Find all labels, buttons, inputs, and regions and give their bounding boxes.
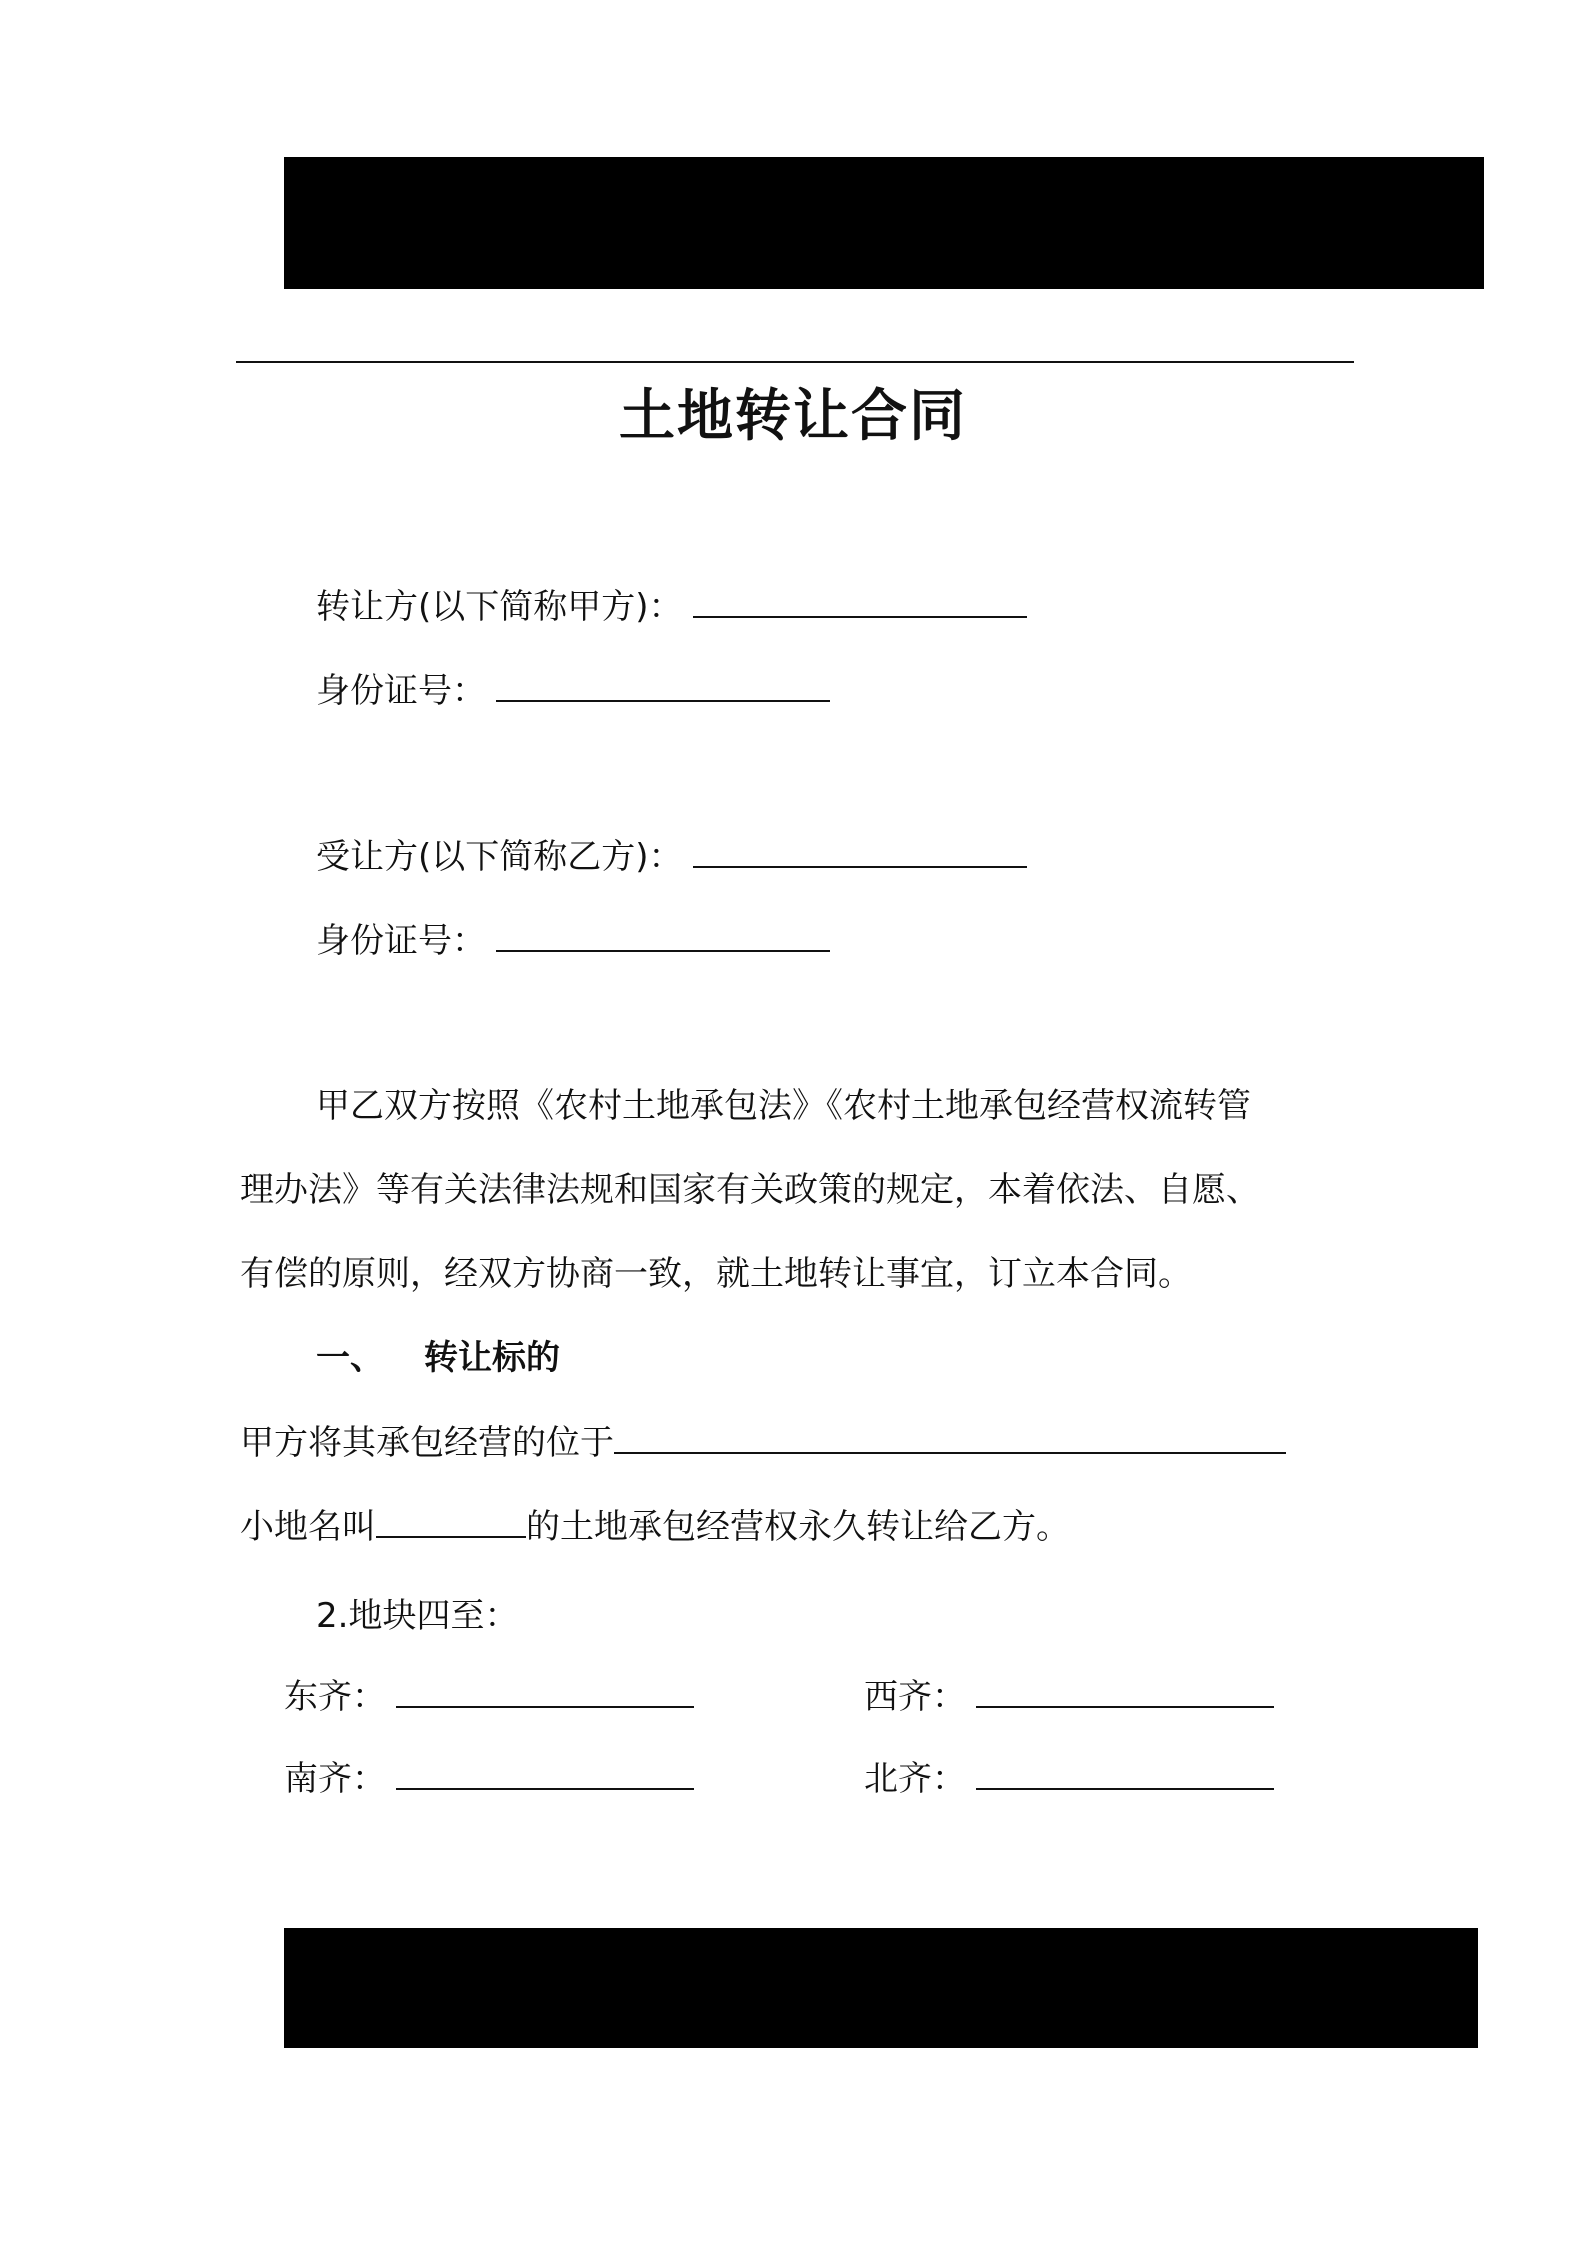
north-boundary-row [864,1756,1274,1801]
header-rule [236,361,1354,363]
place-name-label: 小地名叫 [240,1507,376,1547]
transferee-row [316,834,1027,879]
transferor-name-field[interactable] [693,584,1027,618]
north-boundary-field[interactable] [976,1756,1274,1790]
east-boundary-field[interactable] [396,1674,694,1708]
east-boundary-label: 东齐： [284,1677,386,1717]
transferee-id-row [316,918,830,963]
redaction-bar-top [284,157,1484,289]
redaction-bar-bottom [284,1928,1478,2048]
transferee-label: 受让方(以下简称乙方)： [316,837,683,877]
section-1-title: 转让标的 [424,1338,560,1378]
place-name-field[interactable] [376,1504,526,1538]
south-boundary-row [284,1756,694,1801]
transferee-id-label: 身份证号： [316,921,486,961]
south-boundary-label: 南齐： [284,1759,386,1799]
west-boundary-row [864,1674,1274,1719]
location-row [240,1420,1286,1465]
place-name-row [240,1504,1070,1549]
east-boundary-row [284,1674,694,1719]
transferor-id-field[interactable] [496,668,830,702]
transferee-id-field[interactable] [496,918,830,952]
transferor-row [316,584,1027,629]
section-1-heading [316,1336,560,1380]
south-boundary-field[interactable] [396,1756,694,1790]
north-boundary-label: 北齐： [864,1759,966,1799]
boundaries-heading: 2.地块四至： [316,1596,519,1636]
west-boundary-field[interactable] [976,1674,1274,1708]
transferor-id-row [316,668,830,713]
transferor-id-label: 身份证号： [316,671,486,711]
west-boundary-label: 西齐： [864,1677,966,1717]
preamble-line-2: 理办法》等有关法律法规和国家有关政策的规定，本着依法、自愿、 [240,1170,1260,1210]
section-1-number: 一、 [316,1338,384,1378]
location-label: 甲方将其承包经营的位于 [240,1423,614,1463]
transferor-label: 转让方(以下简称甲方)： [316,587,683,627]
location-field[interactable] [614,1420,1286,1454]
place-name-suffix: 的土地承包经营权永久转让给乙方。 [526,1507,1070,1547]
preamble-line-3: 有偿的原则，经双方协商一致，就土地转让事宜，订立本合同。 [240,1254,1192,1294]
transferee-name-field[interactable] [693,834,1027,868]
preamble-line-1: 甲乙双方按照《农村土地承包法》《农村土地承包经营权流转管 [316,1086,1251,1126]
document-title: 土地转让合同 [619,384,967,449]
